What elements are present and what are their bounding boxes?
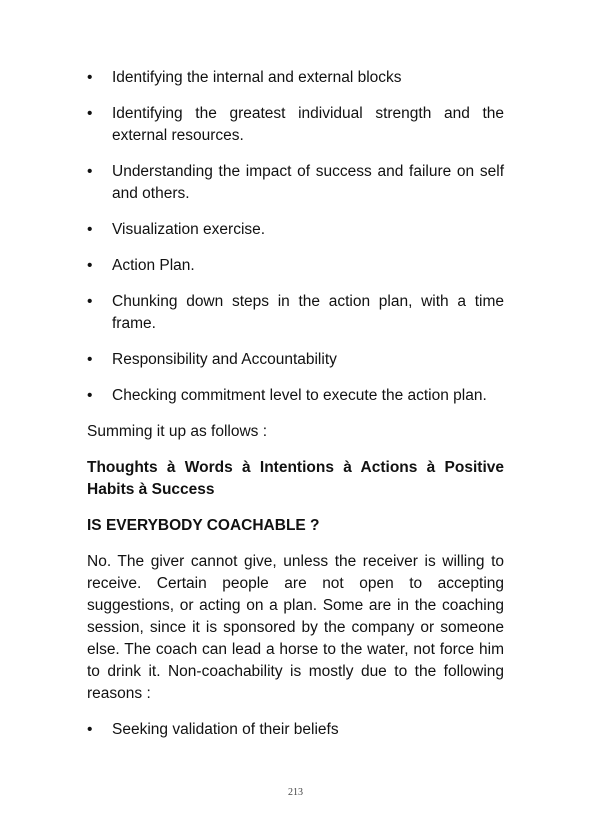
bullet-icon: • — [87, 221, 93, 238]
list-item — [87, 719, 504, 741]
bullet-icon: • — [87, 351, 93, 368]
list-item-text: Action Plan. — [112, 257, 195, 274]
page-body — [87, 67, 504, 755]
list-item-text: Responsibility and Accountability — [112, 351, 337, 368]
bullet-icon: • — [87, 387, 93, 404]
list-item-text: Understanding the impact of success and failure on self and others. — [112, 163, 504, 202]
list-item-text: Identifying the internal and external blocks — [112, 69, 402, 86]
list-item-text: Chunking down steps in the action plan, with a time frame. — [112, 293, 504, 332]
list-item — [87, 255, 504, 277]
list-item — [87, 385, 504, 407]
list-item — [87, 291, 504, 335]
list-item-text: Visualization exercise. — [112, 221, 266, 238]
list-item-text: Seeking validation of their beliefs — [112, 721, 339, 738]
list-item — [87, 161, 504, 205]
section-heading: IS EVERYBODY COACHABLE ? — [87, 517, 320, 534]
bullet-list-bottom — [87, 719, 504, 741]
summing-up-text: Summing it up as follows : — [87, 423, 268, 440]
list-item-text: Checking commitment level to execute the action plan. — [112, 387, 487, 404]
bullet-icon: • — [87, 257, 93, 274]
thought-chain: Thoughts à Words à Intentions à Actions à Positive Habits à Success — [87, 459, 504, 498]
list-item — [87, 103, 504, 147]
body-paragraph: No. The giver cannot give, unless the receiver is willing to receive. Certain people are not open to accepting suggestions, or acting on a plan. Some are in the coaching session, since it is sponsored by the company or someone else. The coach can lead a horse to the water, not force him to drink it. Non-coachability is mostly due to the following reasons : — [87, 553, 504, 702]
list-item — [87, 349, 504, 371]
bullet-icon: • — [87, 105, 93, 122]
bullet-icon: • — [87, 721, 93, 738]
list-item — [87, 219, 504, 241]
bullet-icon: • — [87, 293, 93, 310]
bullet-icon: • — [87, 163, 93, 180]
list-item — [87, 67, 504, 89]
bullet-icon: • — [87, 69, 93, 86]
bullet-list-top — [87, 67, 504, 407]
list-item-text: Identifying the greatest individual strength and the external resources. — [112, 105, 504, 144]
page-number: 213 — [288, 787, 303, 798]
